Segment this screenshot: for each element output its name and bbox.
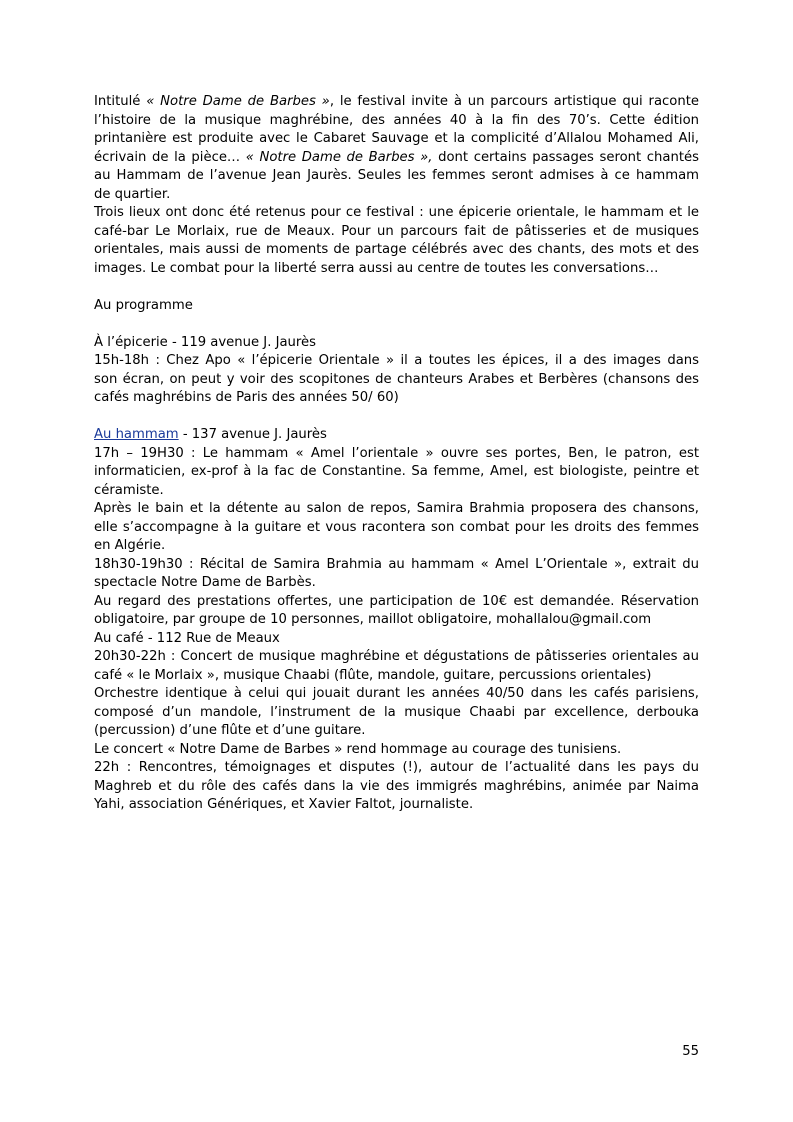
spacer [94, 315, 699, 334]
page-number: 55 [682, 1044, 699, 1059]
hammam-line: obligatoire, par groupe de 10 personnes, maillot obligatoire, mohallalou@gmail.com [94, 612, 652, 627]
text: écrivain de la pièce… [94, 149, 246, 165]
intro-line [94, 149, 699, 168]
hammam-line: Après le bain et la détente au salon de repos, Samira Brahmia proposera des chansons, [94, 501, 699, 516]
cafe-line: Orchestre identique à celui qui jouait durant les années 40/50 dans les cafés parisiens, [94, 686, 699, 701]
italic-title: « Notre Dame de Barbes » [146, 94, 330, 109]
text: Intitulé [94, 94, 147, 109]
epicerie-line: cafés maghrébins de Paris des années 50/ 60) [94, 390, 399, 405]
spacer [94, 408, 699, 427]
spacer [94, 278, 699, 297]
intro-line: café-bar Le Morlaix, rue de Meaux. Pour un parcours fait de pâtisseries et de musiques [94, 223, 699, 239]
epicerie-heading: À l’épicerie - 119 avenue J. Jaurès [94, 334, 317, 350]
cafe-line: café « le Morlaix », musique Chaabi (flûte, mandole, guitare, percussions orientales) [94, 667, 652, 683]
cafe-line: 20h30-22h : Concert de musique maghrébine et dégustations de pâtisseries orientales au [94, 649, 699, 664]
text: - 137 avenue J. Jaurès [178, 427, 327, 442]
hammam-line: informaticien, ex-prof à la fac de Constantine. Sa femme, Amel, est biologiste, peintre et [94, 464, 699, 479]
hammam-line: Au regard des prestations offertes, une participation de 10€ est demandée. Réservation [94, 593, 699, 609]
cafe-line: Yahi, association Génériques, et Xavier Faltot, journaliste. [94, 797, 474, 812]
epicerie-line: 15h-18h : Chez Apo « l’épicerie Orientale » il a toutes les épices, il a des images dans [94, 353, 699, 368]
programme-title: Au programme [94, 297, 193, 313]
intro-line: Trois lieux ont donc été retenus pour ce festival : une épicerie orientale, le hammam et le [94, 205, 699, 220]
intro-line: orientales, mais aussi de moments de partage célébrés avec des chants, des mots et des [94, 242, 699, 257]
cafe-line: Maghreb et du rôle des cafés dans la vie des immigrés maghrébins, animée par Naima [94, 778, 699, 794]
cafe-line: (percussion) d’une flûte et d’une guitare. [94, 723, 366, 738]
cafe-line: 22h : Rencontres, témoignages et disputes (!), autour de l’actualité dans les pays du [94, 760, 699, 775]
hammam-line: céramiste. [94, 482, 164, 498]
hammam-link[interactable]: Au hammam [94, 427, 179, 442]
hammam-line: elle s’accompagne à la guitare et vous racontera son combat pour les droits des femmes [94, 519, 699, 535]
intro-line: au Hammam de l’avenue Jean Jaurès. Seules les femmes seront admises à ce hammam [94, 168, 699, 183]
text: dont certains passages seront chantés [432, 149, 700, 165]
intro-line [94, 93, 699, 112]
epicerie-line: son écran, on peut y voir des scopitones de chanteurs Arabes et Berbères (chansons des [94, 371, 699, 387]
cafe-line: composé d’un mandole, l’instrument de la musique Chaabi par excellence, derbouka [94, 704, 699, 720]
intro-line: images. Le combat pour la liberté serra aussi au centre de toutes les conversations… [94, 260, 659, 276]
document-body [94, 93, 699, 815]
italic-title: « Notre Dame de Barbes », [245, 149, 433, 165]
cafe-heading: Au café - 112 Rue de Meaux [94, 630, 280, 646]
hammam-heading [94, 426, 699, 445]
hammam-line: 17h – 19H30 : Le hammam « Amel l’orientale » ouvre ses portes, Ben, le patron, est [94, 445, 699, 461]
text: , le festival invite à un parcours artistique qui raconte [329, 94, 700, 109]
hammam-line: 18h30-19h30 : Récital de Samira Brahmia au hammam « Amel L’Orientale », extrait du [94, 556, 699, 572]
intro-line: printanière est produite avec le Cabaret Sauvage et la complicité d’Allalou Mohamed Ali, [94, 131, 699, 146]
hammam-line: en Algérie. [94, 538, 166, 553]
intro-line: de quartier. [94, 186, 171, 202]
cafe-line: Le concert « Notre Dame de Barbes » rend hommage au courage des tunisiens. [94, 741, 622, 757]
intro-line: l’histoire de la musique maghrébine, des années 40 à la fin des 70’s. Cette édition [94, 112, 699, 128]
hammam-line: spectacle Notre Dame de Barbès. [94, 575, 316, 590]
